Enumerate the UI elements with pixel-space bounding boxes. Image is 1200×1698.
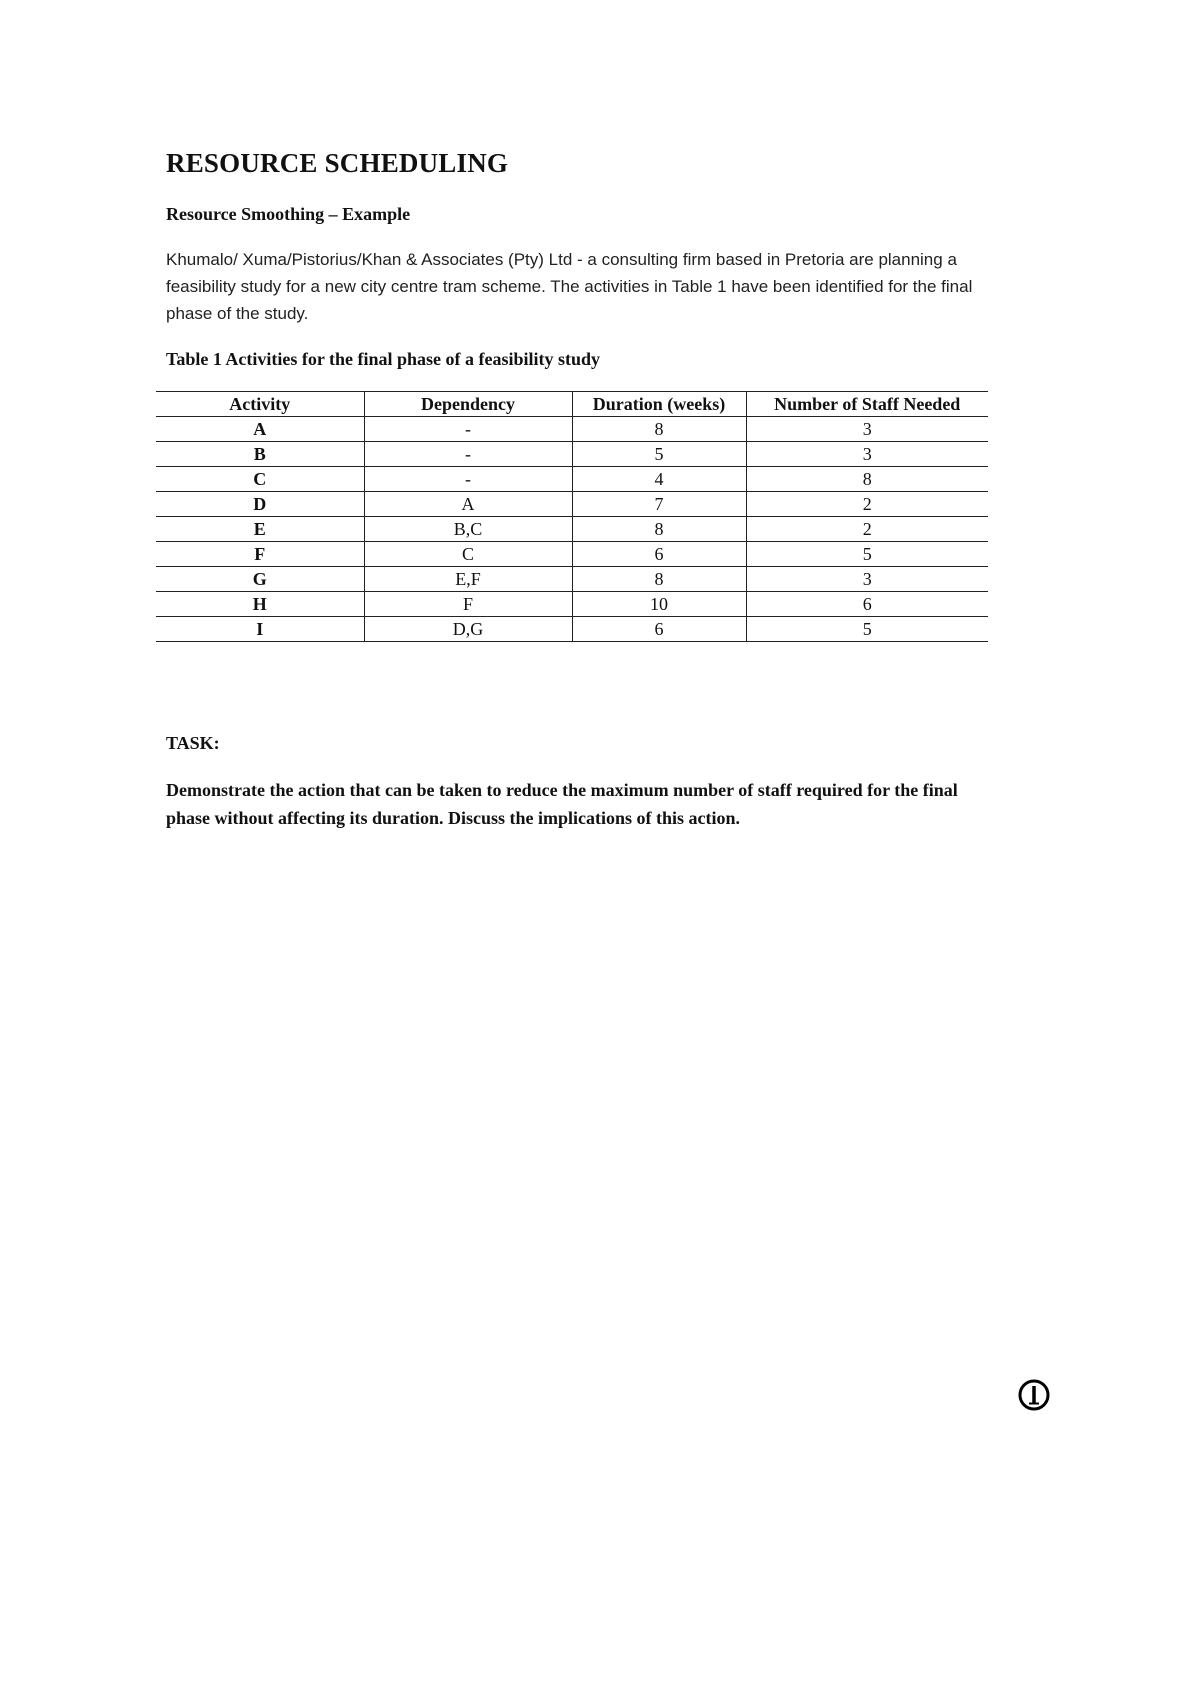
dependency-cell: -: [364, 417, 572, 442]
dependency-cell: F: [364, 592, 572, 617]
table-row: [156, 617, 988, 642]
table-row: [156, 417, 988, 442]
staff-cell: 3: [746, 417, 988, 442]
column-header-staff: Number of Staff Needed: [746, 392, 988, 417]
table-row: [156, 542, 988, 567]
activity-cell: G: [156, 567, 364, 592]
duration-cell: 6: [572, 617, 746, 642]
duration-cell: 8: [572, 417, 746, 442]
staff-cell: 5: [746, 542, 988, 567]
table-row: [156, 442, 988, 467]
page-subtitle: Resource Smoothing – Example: [166, 204, 411, 224]
circled-page-mark-icon-graphic: [1018, 1379, 1050, 1411]
dependency-cell: A: [364, 492, 572, 517]
activity-cell: C: [156, 467, 364, 492]
duration-cell: 8: [572, 517, 746, 542]
activity-cell: B: [156, 442, 364, 467]
dependency-cell: -: [364, 467, 572, 492]
table-row: [156, 592, 988, 617]
staff-cell: 2: [746, 492, 988, 517]
duration-cell: 5: [572, 442, 746, 467]
table-header-row: [156, 392, 988, 417]
task-text: Demonstrate the action that can be taken to reduce the maximum number of staff required for the final phase without affecting its duration. Discuss the implications of this action.: [166, 780, 958, 828]
table-caption: Table 1 Activities for the final phase of a feasibility study: [166, 349, 601, 369]
dependency-cell: D,G: [364, 617, 572, 642]
duration-cell: 6: [572, 542, 746, 567]
activity-cell: I: [156, 617, 364, 642]
activity-cell: F: [156, 542, 364, 567]
activity-cell: D: [156, 492, 364, 517]
circled-page-mark-icon: [1018, 1379, 1050, 1411]
activities-table: [156, 391, 988, 642]
table-row: [156, 492, 988, 517]
dependency-cell: E,F: [364, 567, 572, 592]
dependency-cell: C: [364, 542, 572, 567]
dependency-cell: -: [364, 442, 572, 467]
table-row: [156, 567, 988, 592]
column-header-duration: Duration (weeks): [572, 392, 746, 417]
task-heading: TASK:: [166, 733, 220, 753]
activity-cell: A: [156, 417, 364, 442]
activity-cell: E: [156, 517, 364, 542]
dependency-cell: B,C: [364, 517, 572, 542]
staff-cell: 3: [746, 442, 988, 467]
column-header-dependency: Dependency: [364, 392, 572, 417]
page-title: RESOURCE SCHEDULING: [166, 148, 509, 178]
duration-cell: 7: [572, 492, 746, 517]
duration-cell: 8: [572, 567, 746, 592]
column-header-activity: Activity: [156, 392, 364, 417]
staff-cell: 8: [746, 467, 988, 492]
duration-cell: 4: [572, 467, 746, 492]
duration-cell: 10: [572, 592, 746, 617]
staff-cell: 3: [746, 567, 988, 592]
table-row: [156, 467, 988, 492]
activity-cell: H: [156, 592, 364, 617]
intro-paragraph: Khumalo/ Xuma/Pistorius/Khan & Associates (Pty) Ltd - a consulting firm based in Pretoria are planning a feasibility study for a new city centre tram scheme. The activities in Table 1 have been identified for the final phase of the study.: [166, 250, 973, 323]
staff-cell: 6: [746, 592, 988, 617]
table-row: [156, 517, 988, 542]
staff-cell: 2: [746, 517, 988, 542]
staff-cell: 5: [746, 617, 988, 642]
